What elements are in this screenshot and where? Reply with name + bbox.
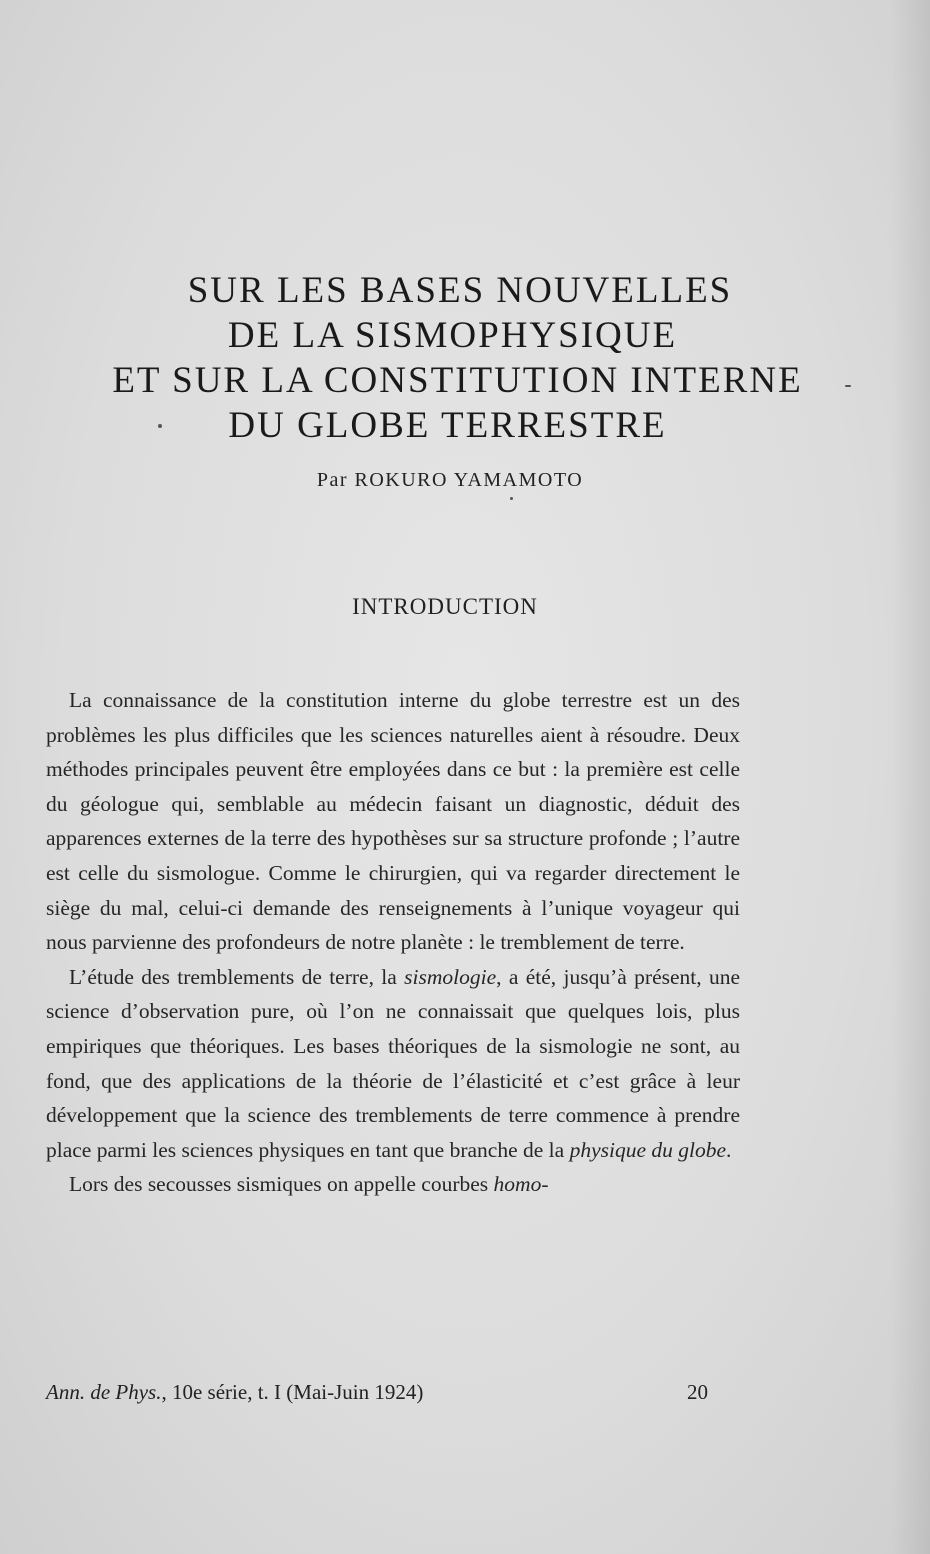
paragraph-2-italic-physique-du-globe: physique du globe	[569, 1137, 727, 1162]
scan-speck	[845, 385, 851, 387]
page-number: 20	[687, 1380, 708, 1404]
title-line-1: SUR LES BASES NOUVELLES	[187, 270, 733, 311]
scan-speck	[158, 424, 162, 428]
body-text	[46, 683, 740, 1202]
paragraph-3-text: Lors des secousses sismiques on appelle courbes	[69, 1172, 494, 1197]
section-heading: INTRODUCTION	[352, 594, 538, 619]
paragraph-3-italic: homo-	[493, 1172, 549, 1197]
title-line-2: DE LA SISMOPHYSIQUE	[227, 315, 678, 356]
footer-details: , 10e série, t. I (Mai-Juin 1924)	[161, 1380, 424, 1404]
paragraph-2-text-a: L’étude des tremblements de terre, la	[69, 964, 405, 989]
paragraph-2-text-b: , a été, jusqu’à présent, une science d’observation pure, où l’on ne connaissait que quelques lois, plus empiriques que théoriques. Les bases théoriques de la sismologie ne sont, au fond, que des applications de la théorie de l’élasticité et c’est grâce à leur développement que la science des tremblements de terre commence à prendre place parmi les sciences physiques en tant que branche de la	[46, 964, 741, 1162]
author-prefix: Par	[316, 469, 349, 491]
paragraph-3	[46, 1167, 740, 1202]
paragraph-2-italic-sismologie: sismologie	[404, 964, 497, 989]
paragraph-1: La connaissance de la constitution interne du globe terrestre est un des problèmes les plus difficiles que les sciences naturelles aient à résoudre. Deux méthodes principales peuvent être employées dans ce but : la première est celle du géologue qui, semblable au médecin faisant un diagnostic, déduit des apparences externes de la terre des hypothèses sur sa structure profonde ; l’autre est celle du sismologue. Comme le chirurgien, qui va regarder directement le siège du mal, celui-ci demande des renseignements à l’unique voyageur qui nous parvienne des profondeurs de notre planète : le tremblement de terre.	[46, 688, 740, 955]
article-title	[0, 268, 930, 448]
scan-speck	[510, 497, 513, 500]
author-name: ROKURO YAMAMOTO	[354, 469, 584, 491]
title-line-3: ET SUR LA CONSTITUTION INTERNE	[112, 360, 803, 401]
paragraph-2-text-c: .	[726, 1137, 732, 1162]
page-edge-shadow	[890, 0, 930, 1554]
footer-citation	[46, 1380, 423, 1405]
title-line-4: DU GLOBE TERRESTRE	[228, 405, 667, 446]
paragraph-2	[46, 960, 740, 1168]
footer-journal: Ann. de Phys.	[46, 1380, 162, 1404]
author-line	[0, 469, 915, 492]
